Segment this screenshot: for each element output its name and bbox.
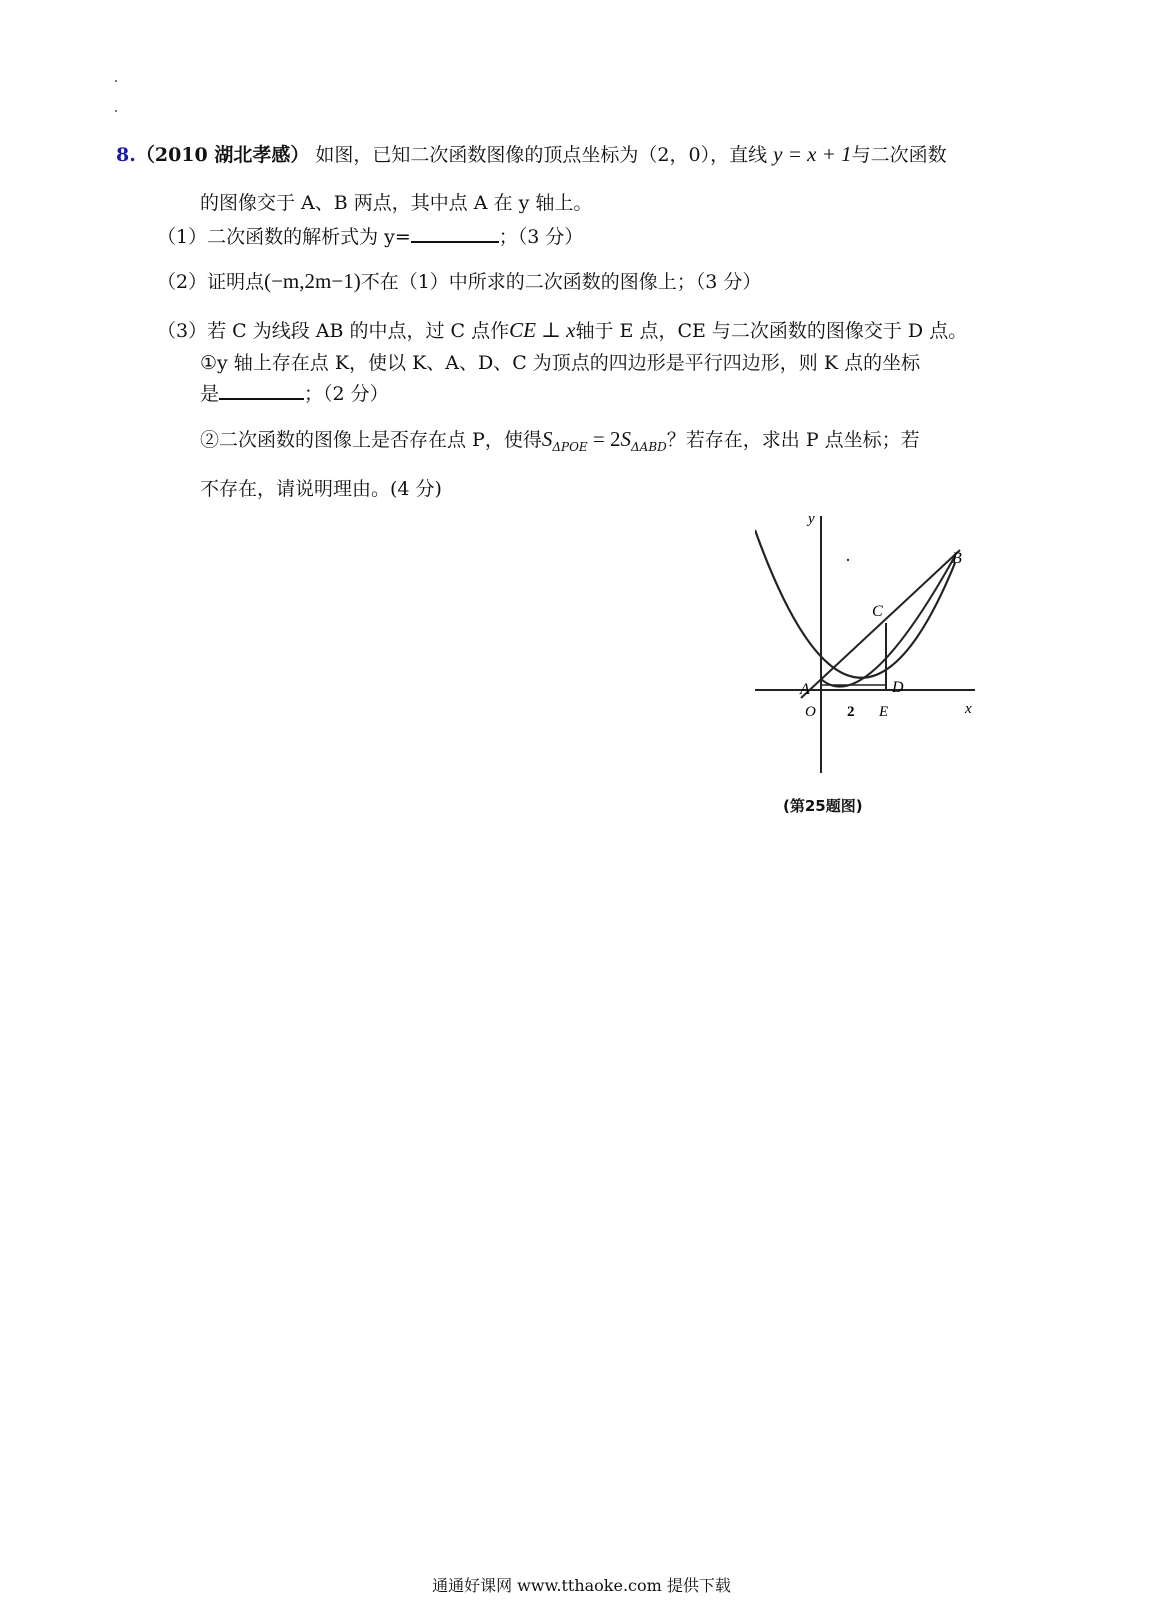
- label-b: B: [952, 550, 962, 567]
- question-source: （2010 湖北孝感）: [135, 144, 310, 166]
- part3-sub2-line2: [200, 474, 442, 501]
- part2-point: (−m,2m−1): [264, 269, 361, 293]
- part3-a: （3）若 C 为线段 AB 的中点，过 C 点作: [157, 320, 510, 342]
- parabola-curve: [755, 530, 955, 678]
- parabola-inner-branch: [821, 556, 955, 687]
- s-poe: S: [541, 427, 553, 451]
- question-stem-b: 与二次函数: [851, 144, 947, 166]
- part3-b: 轴于 E 点，CE 与二次函数的图像交于 D 点。: [575, 320, 968, 342]
- s-abd-subscript: ΔABD: [631, 440, 667, 454]
- part3-sub2-c: 不存在，请说明理由。(4 分): [200, 478, 442, 500]
- part3-sub1-c: ；（2 分）: [304, 383, 389, 405]
- part3-sub2-b: ？若存在，求出 P 点坐标；若: [666, 429, 920, 451]
- question-line-1: [116, 140, 947, 167]
- part3-sub1-answer-blank: [219, 380, 304, 400]
- label-y: y: [808, 511, 815, 527]
- line-equation: y = x + 1: [773, 142, 852, 166]
- scan-dot: [115, 80, 117, 82]
- part3-sub2-a: ②二次函数的图像上是否存在点 P，使得: [200, 429, 542, 451]
- figure-caption: (第25题图): [783, 797, 863, 815]
- s-poe-subscript: ΔPOE: [552, 440, 588, 454]
- s-abd: S: [620, 427, 632, 451]
- label-a: A: [800, 681, 810, 698]
- question-line-2: [200, 188, 592, 215]
- part2-suffix: 不在（1）中所求的二次函数的图像上；（3 分）: [360, 271, 762, 293]
- label-d: D: [892, 679, 904, 696]
- footer-text: 通通好课网 www.tthaoke.com 提供下载: [432, 1576, 731, 1595]
- part2-prefix: （2）证明点: [157, 271, 265, 293]
- part3-sub1-line2: [200, 379, 389, 406]
- part3-sub1-line1: [200, 348, 920, 375]
- label-e: E: [879, 704, 889, 720]
- question-number: 8.: [116, 144, 136, 166]
- part3-line: [157, 316, 967, 343]
- line-ab: [801, 550, 960, 698]
- question-stem-c: 的图像交于 A、B 两点，其中点 A 在 y 轴上。: [200, 192, 593, 214]
- label-x: x: [965, 701, 972, 717]
- label-two: 2: [847, 704, 855, 720]
- part3-sub2-line1: [200, 425, 920, 454]
- part1-prefix: （1）二次函数的解析式为 y=: [157, 226, 411, 248]
- parabola-figure: [755, 508, 985, 778]
- label-c: C: [872, 603, 883, 620]
- part3-sub1-a: ①y 轴上存在点 K，使以 K、A、D、C 为顶点的四边形是平行四边形，则 K 点的坐标: [200, 352, 921, 374]
- part3-sub1-b: 是: [200, 383, 220, 405]
- part2-line: [157, 267, 761, 294]
- part1-line: [157, 222, 583, 249]
- question-stem-a: 如图，已知二次函数图像的顶点坐标为（2，0），直线: [315, 144, 768, 166]
- part3-ce: CE ⊥ x: [509, 318, 576, 342]
- part1-answer-blank: [411, 223, 499, 243]
- scan-dot: [115, 110, 117, 112]
- equals-two: = 2: [587, 427, 621, 451]
- label-o: O: [805, 704, 816, 720]
- part1-suffix: ；（3 分）: [498, 226, 584, 248]
- scan-speck: [847, 559, 849, 561]
